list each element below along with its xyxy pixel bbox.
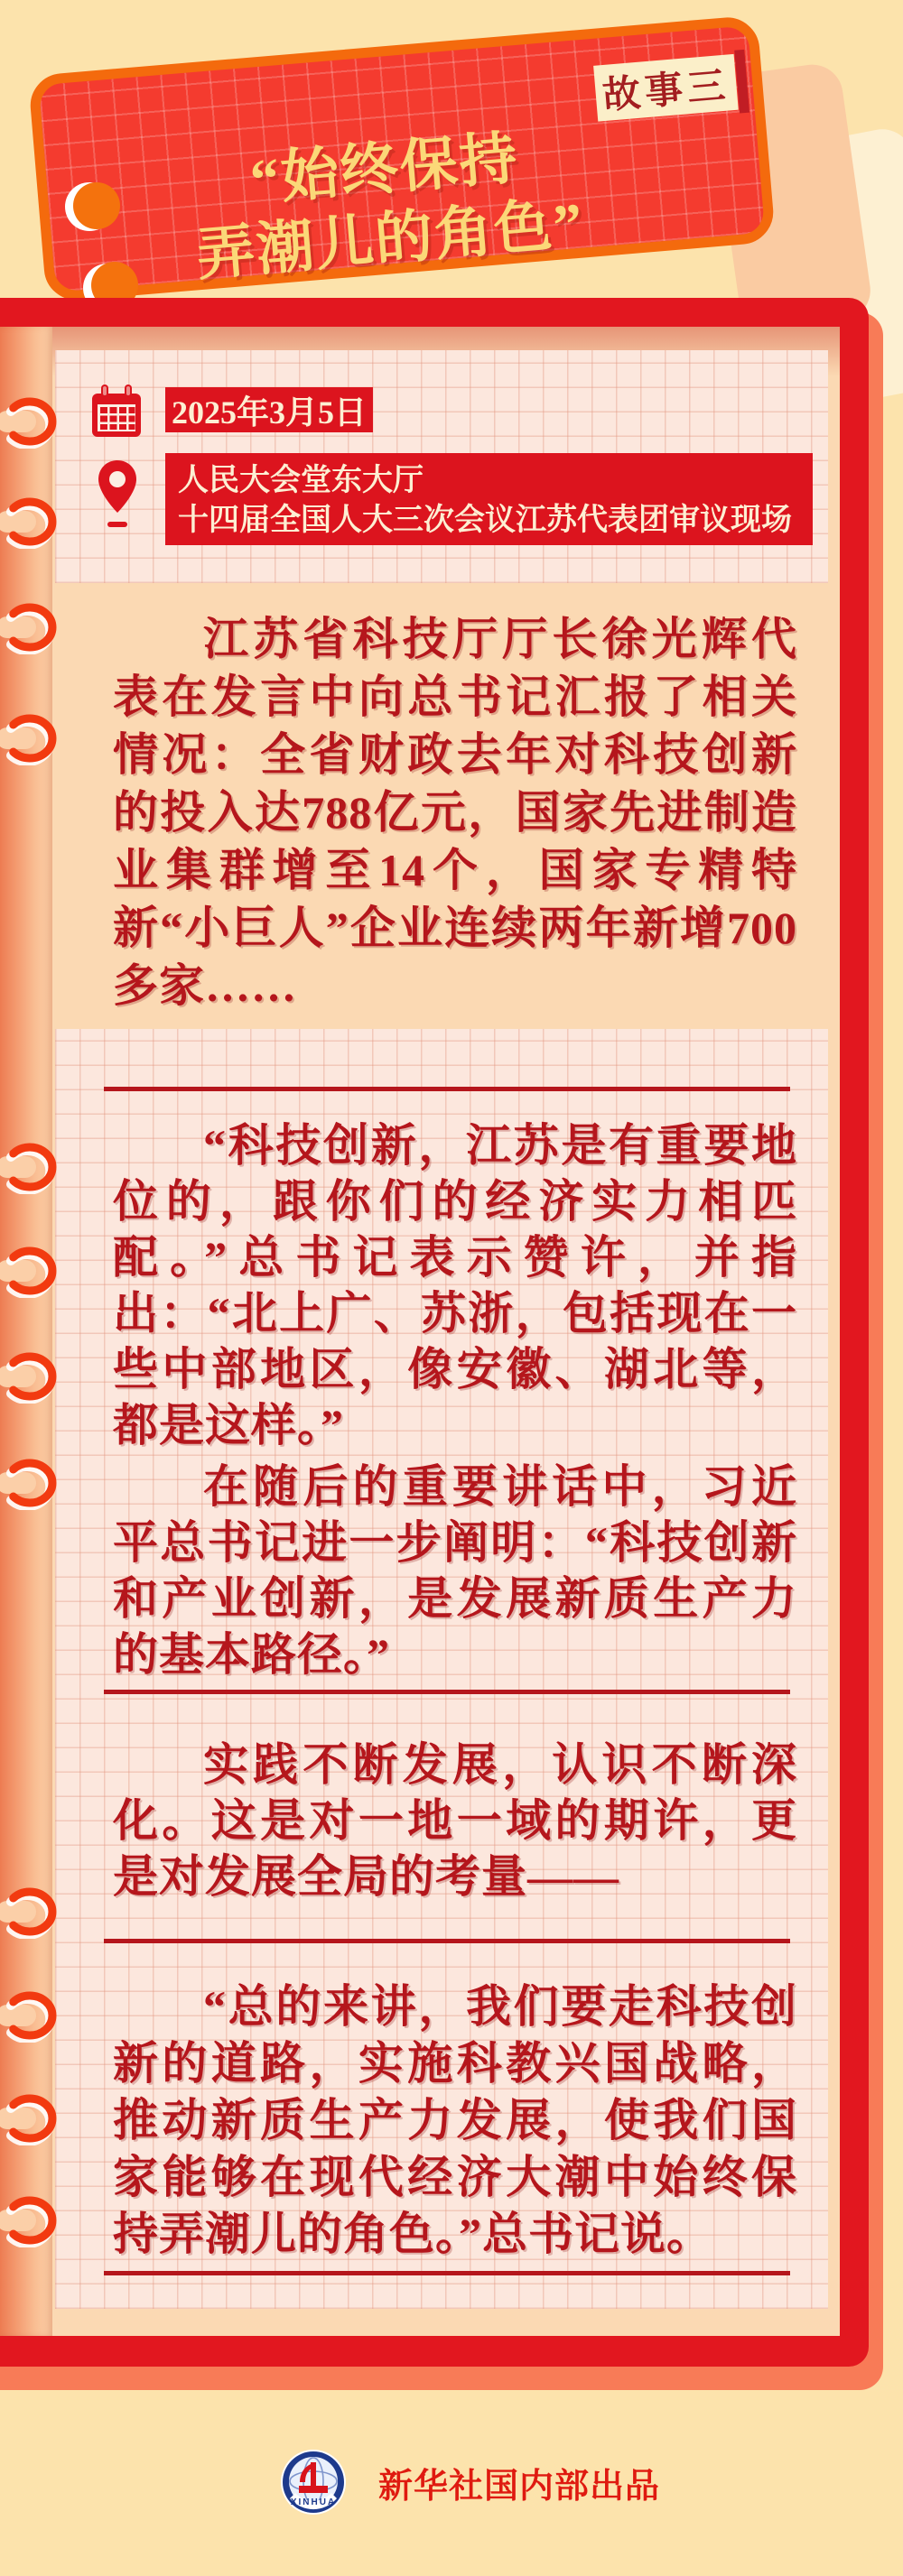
binder-ring-icon (0, 2091, 59, 2145)
xinhua-logo-label: XINHUA (290, 2497, 337, 2507)
page-title-line1: “始终保持 (247, 125, 522, 212)
title-card (28, 15, 776, 303)
article-paragraph: “科技创新，江苏是有重要地位的，跟你们的经济实力相匹配。”总书记表示赞许，并指出：“北上广、苏浙，包括现在一些中部地区，像安徽、湖北等，都是这样。” (113, 1120, 797, 1450)
binder-ring-icon (0, 1988, 59, 2043)
location-badge (165, 453, 813, 545)
divider-rule (104, 1087, 790, 1091)
binder-ring-icon (0, 1349, 59, 1404)
binder-dot (73, 182, 120, 229)
page-title-line2: 弄潮儿的角色” (194, 190, 587, 288)
binder-ring-icon (0, 495, 59, 549)
divider-rule (104, 2271, 790, 2275)
footer-credit: 新华社国内部出品 (377, 2467, 660, 2506)
story-number-badge: 故事三 (593, 54, 739, 122)
date-badge: 2025年3月5日 (165, 387, 373, 432)
location-line2: 十四届全国人大三次会议江苏代表团审议现场 (178, 504, 792, 537)
calendar-icon (90, 383, 143, 439)
binder-ring-icon (0, 2193, 59, 2247)
binder-ring-icon (0, 1456, 59, 1510)
article-paragraph: 在随后的重要讲话中，习近平总书记进一步阐明：“科技创新和产业创新，是发展新质生产力的基本路径。” (113, 1461, 797, 1680)
divider-rule (104, 1690, 790, 1694)
binder-ring-icon (0, 711, 59, 765)
page-title (45, 106, 730, 302)
location-line1: 人民大会堂东大厅 (178, 464, 424, 497)
article-paragraph: 实践不断发展，认识不断深化。这是对一地一域的期许，更是对发展全局的考量—— (113, 1739, 797, 1902)
divider-rule (104, 1939, 790, 1943)
binder-ring-icon (0, 394, 59, 449)
binder-ring-icon (0, 1885, 59, 1939)
article-paragraph: “总的来讲，我们要走科技创新的道路，实施科教兴国战略，推动新质生产力发展，使我们国家能够在现代经济大潮中始终保持弄潮儿的角色。”总书记说。 (113, 1981, 797, 2259)
article-paragraph: 江苏省科技厅厅长徐光辉代表在发言中向总书记汇报了相关情况：全省财政去年对科技创新的投入达788亿元，国家先进制造业集群增至14个，国家专精特新“小巨人”企业连续两年新增700多家…… (113, 614, 797, 1011)
binder-ring-icon (0, 1244, 59, 1298)
location-pin-icon (96, 459, 139, 531)
binder-ring-icon (0, 1140, 59, 1194)
binder-ring-icon (0, 600, 59, 654)
xinhua-logo-icon (279, 2448, 348, 2516)
footer (0, 2442, 903, 2523)
